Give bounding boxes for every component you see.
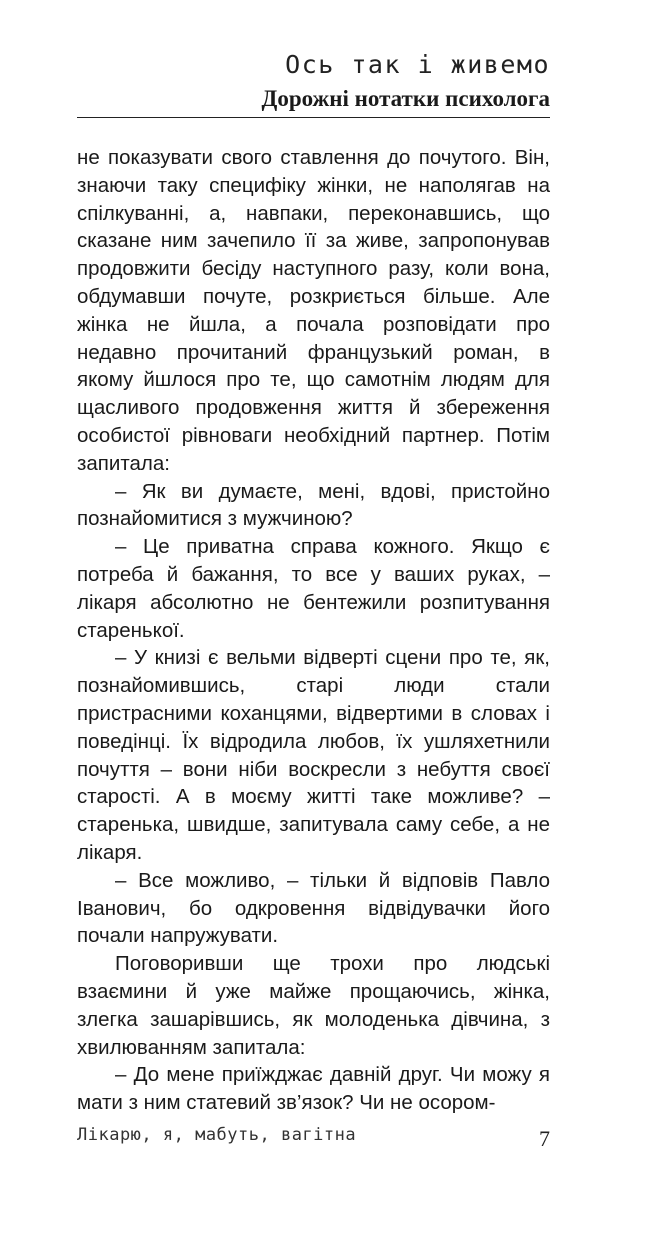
- paragraph: – У книзі є вельми відверті сцени про те, як, познайомившись, старі люди стали пристрасними коханцями, відвертими в словах і поведінці. Їх відродила любов, їх ушляхетнили почуття – вони ніби воскресли з небуття своєї старості. А в моєму житті таке можливе? – старенька, швидше, запитувала саму себе, а не лікаря.: [77, 646, 550, 864]
- running-footer-title: Лікарю, я, мабуть, вагітна: [77, 1125, 357, 1145]
- paragraph: – Все можливо, – тільки й відповів Павло Іванович, бо одкровення відвідувачки його почали напружувати.: [77, 868, 550, 948]
- header-divider: [77, 117, 550, 118]
- running-header-title: Ось так і живемо: [285, 50, 550, 79]
- paragraph: Поговоривши ще трохи про людські взаємини й уже майже прощаючись, жінка, злегка зашарівшись, як молоденька дівчина, з хвилюванням запитала:: [77, 952, 550, 1059]
- page-number: 7: [539, 1126, 550, 1151]
- paragraph-continuation: не показувати свого ставлення до почутого. Він, знаючи таку специфіку жінки, не наполягав на спілкуванні, а, навпаки, переконавшись, що сказане ним зачепило її за живе, запропонував продовжити бесіду наступного разу, коли вона, обдумавши почуте, розкриється більше. Але жінка не йшла, а почала розповідати про недавно прочитаний французький роман, в якому йшлося про те, що самотнім людям для щасливого продовження життя й збереження особистої рівноваги необхідний партнер. Потім запитала:: [77, 146, 550, 475]
- paragraph: – Як ви думаєте, мені, вдові, пристойно познайомитися з мужчиною?: [77, 479, 550, 531]
- paragraph: – До мене приїжджає давній друг. Чи можу я мати з ним статевий зв’язок? Чи не осором-: [77, 1063, 550, 1115]
- body-text: [77, 144, 550, 1117]
- running-header-subtitle: Дорожні нотатки психолога: [261, 86, 550, 111]
- paragraph: – Це приватна справа кожного. Якщо є потреба й бажання, то все у ваших руках, – лікаря абсолютно не бентежили розпитування старенької.: [77, 535, 550, 642]
